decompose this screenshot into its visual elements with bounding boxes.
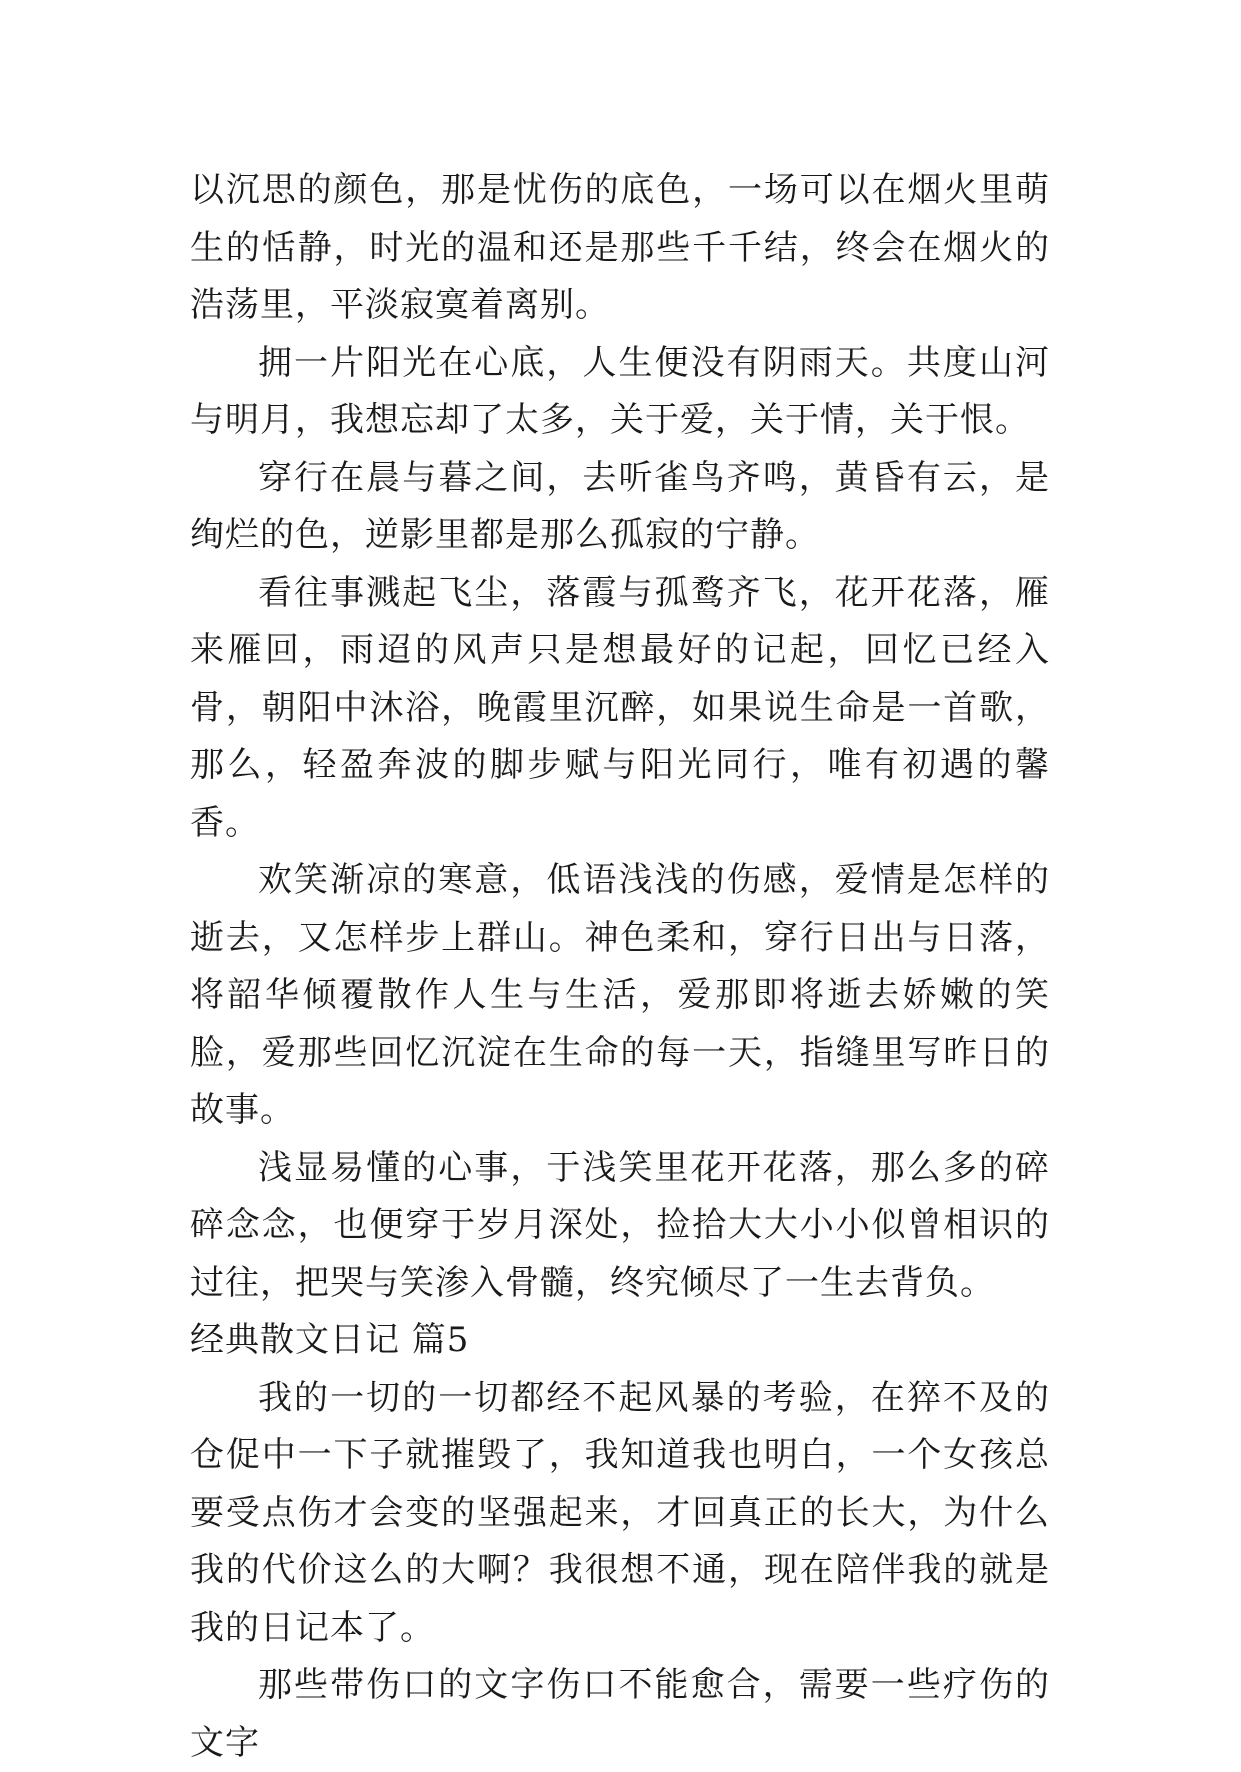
paragraph-6: 浅显易懂的心事，于浅笑里花开花落，那么多的碎碎念念，也便穿于岁月深处，捡拾大大小小似曾相识的过往，把哭与笑渗入骨髓，终究倾尽了一生去背负。 — [190, 1147, 1050, 1303]
paragraph-8: 那些带伤口的文字伤口不能愈合，需要一些疗伤的文字 — [190, 1665, 1050, 1763]
article-body — [190, 162, 1050, 1772]
paragraph-7: 我的一切的一切都经不起风暴的考验，在猝不及的仓促中一下子就摧毁了，我知道我也明白，一个女孩总要受点伤才会变的坚强起来，才回真正的长大，为什么我的代价这么的大啊？我很想不通，现在陪伴我的就是我的日记本了。 — [190, 1377, 1050, 1648]
paragraph-5: 欢笑渐凉的寒意，低语浅浅的伤感，爱情是怎样的逝去，又怎样步上群山。神色柔和，穿行日出与日落，将韶华倾覆散作人生与生活，爱那即将逝去娇嫩的笑脸，爱那些回忆沉淀在生命的每一天，指缝里写昨日的故事。 — [190, 860, 1050, 1130]
paragraph-1: 以沉思的颜色，那是忧伤的底色，一场可以在烟火里萌生的恬静，时光的温和还是那些千千结，终会在烟火的浩荡里，平淡寂寞着离别。 — [190, 170, 1050, 325]
paragraph-2: 拥一片阳光在心底，人生便没有阴雨天。共度山河与明月，我想忘却了太多，关于爱，关于情，关于恨。 — [190, 342, 1050, 440]
paragraph-3: 穿行在晨与暮之间，去听雀鸟齐鸣，黄昏有云，是绚烂的色，逆影里都是那么孤寂的宁静。 — [190, 457, 1050, 555]
section-heading: 经典散文日记 篇5 — [190, 1320, 470, 1360]
paragraph-4: 看往事溅起飞尘，落霞与孤鹜齐飞，花开花落，雁来雁回，雨迢的风声只是想最好的记起，回忆已经入骨，朝阳中沐浴，晚霞里沉醉，如果说生命是一首歌，那么，轻盈奔波的脚步赋与阳光同行，唯有初遇的馨香。 — [190, 572, 1050, 843]
